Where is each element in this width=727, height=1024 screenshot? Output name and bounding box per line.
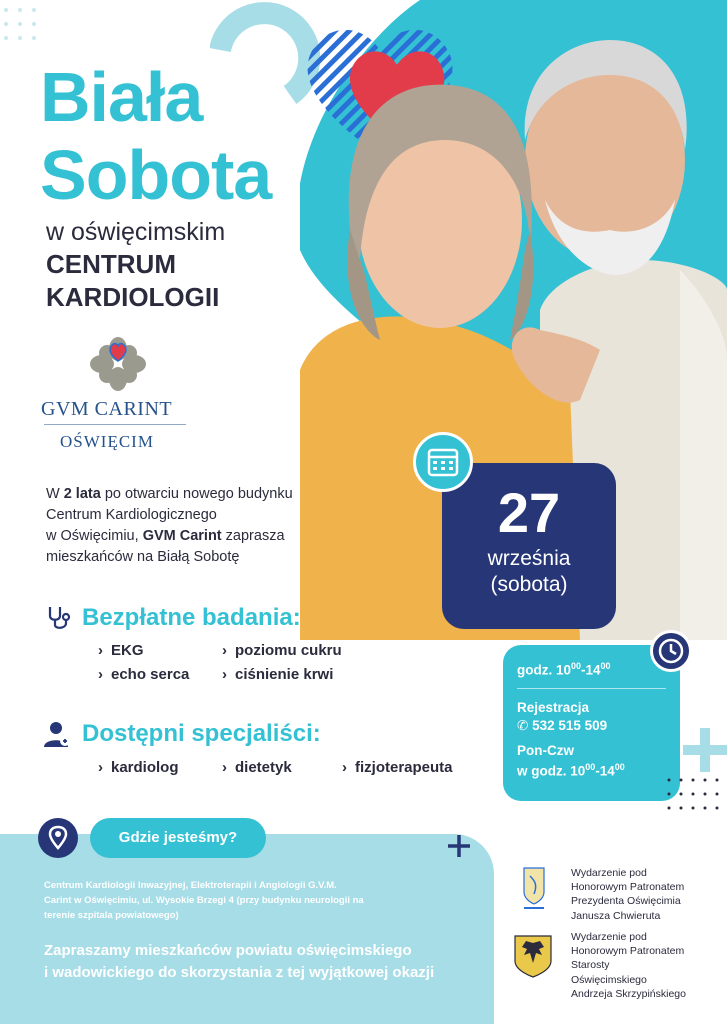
bottom-panel <box>0 834 494 1024</box>
hours-text: -14 <box>581 662 601 678</box>
patronage-line: Starosty <box>571 959 610 972</box>
patronage-line: Andrzeja Skrzypińskiego <box>571 987 686 1000</box>
clock-badge <box>650 630 692 672</box>
calendar-badge <box>413 432 473 492</box>
specialist-item: › kardiolog <box>98 759 179 776</box>
hours-text: w godz. 10 <box>517 763 586 779</box>
intro-text: w Oświęcimiu, <box>46 528 143 545</box>
invitation-line: i wadowickiego do skorzystania z tej wyjątkowej okazji <box>44 963 435 981</box>
title-line-1: Biała <box>40 58 203 136</box>
doctor-icon <box>44 720 72 748</box>
plus-dots-decoration <box>665 720 727 820</box>
address-line: Carint w Oświęcimiu, ul. Wysokie Brzegi 4 (przy budynku neurologii na <box>44 895 364 907</box>
phone-line[interactable] <box>517 717 666 736</box>
intro-text: zaprasza <box>221 528 285 545</box>
exams-title: Bezpłatne badania: <box>82 604 301 631</box>
oswiecim-city-emblem-icon <box>520 864 548 912</box>
patronage-line: Honorowym Patronatem <box>571 881 685 894</box>
specialist-item: › fizjoterapeuta <box>342 759 453 776</box>
location-badge <box>38 818 78 858</box>
patronage-line: Janusza Chwieruta <box>571 909 661 922</box>
intro-text: Centrum Kardiologicznego <box>46 507 217 524</box>
title-line-2: Sobota <box>40 136 272 214</box>
gvm-carint-logo-icon <box>88 333 148 395</box>
plus-decoration-icon <box>446 833 472 859</box>
hours-sup: 00 <box>600 661 611 671</box>
intro-text: po otwarciu nowego budynku <box>100 486 293 502</box>
patronage-line: Wydarzenie pod <box>571 931 647 943</box>
exam-item: › ciśnienie krwi <box>222 666 333 683</box>
exam-item: › poziomu cukru <box>222 642 342 659</box>
intro-paragraph <box>46 484 356 568</box>
intro-bold: GVM Carint <box>142 528 222 545</box>
clock-icon <box>653 633 689 669</box>
logo-city: OŚWIĘCIM <box>60 432 154 451</box>
centrum-line-2: KARDIOLOGII <box>46 281 220 312</box>
subtitle: w oświęcimskim <box>46 218 226 246</box>
exam-item: › echo serca <box>98 666 189 683</box>
patronage-line: Prezydenta Oświęcimia <box>571 895 681 908</box>
date-weekday: (sobota) <box>490 573 568 596</box>
hours-text: -14 <box>595 763 615 779</box>
address <box>44 878 454 924</box>
intro-text: W <box>46 486 64 502</box>
address-line: Centrum Kardiologii Inwazyjnej, Elektroterapii i Angiologii G.V.M. <box>44 880 337 891</box>
centrum-line-1: CENTRUM <box>46 249 176 279</box>
centrum-heading <box>46 248 219 313</box>
location-pin-icon <box>38 818 78 858</box>
where-are-we-button[interactable]: Gdzie jesteśmy? <box>90 818 266 858</box>
invitation-line: Zapraszamy mieszkańców powiatu oświęcimskiego <box>44 942 412 959</box>
stethoscope-icon <box>44 604 72 632</box>
patronage-line: Honorowym Patronatem <box>571 945 685 958</box>
phone-number[interactable]: 532 515 509 <box>532 718 608 734</box>
intro-bold: 2 lata <box>63 486 101 502</box>
intro-text: mieszkańców na Białą Sobotę <box>46 549 240 566</box>
patronage-line: Wydarzenie pod <box>571 867 647 879</box>
phone-icon: ✆ <box>517 718 533 734</box>
days-label: Pon-Czw <box>517 743 574 759</box>
days-hours <box>517 761 666 781</box>
date-day: 27 <box>497 481 561 544</box>
registration-label: Rejestracja <box>517 699 590 715</box>
patronage-line: Oświęcimskiego <box>571 973 647 986</box>
exam-item: › EKG <box>98 642 144 659</box>
date-month: września <box>487 547 571 570</box>
address-line: terenie szpitala powiatowego) <box>44 910 179 922</box>
patronage-2 <box>571 930 721 1001</box>
invitation <box>44 940 484 984</box>
hours-sup: 00 <box>585 762 596 773</box>
logo-divider <box>44 424 186 425</box>
specialists-title: Dostępni specjaliści: <box>82 720 321 747</box>
hours-text: godz. 10 <box>517 662 572 678</box>
opening-hours <box>517 661 666 678</box>
logo-name: GVM CARINT <box>41 398 173 420</box>
patronage-1 <box>571 866 721 923</box>
county-coat-of-arms-icon <box>512 933 554 979</box>
hours-sup: 00 <box>571 661 582 671</box>
specialist-item: › dietetyk <box>222 759 292 776</box>
info-divider <box>517 688 666 689</box>
hours-sup: 00 <box>614 762 625 773</box>
calendar-icon <box>416 435 470 489</box>
